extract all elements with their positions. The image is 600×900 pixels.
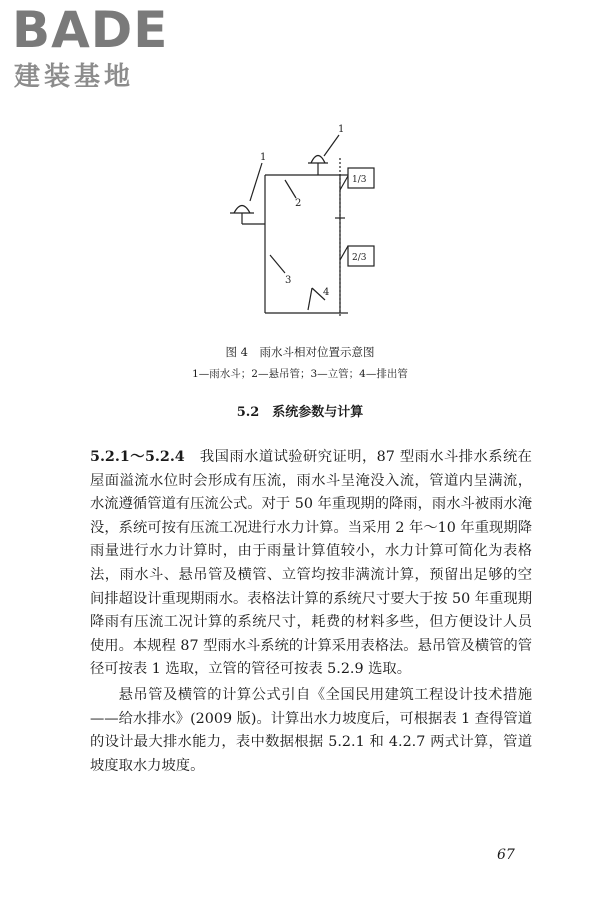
label-top-hopper: 1 <box>338 124 345 135</box>
logo-subtitle: 建装基地 <box>14 62 135 92</box>
paragraph-2: 悬吊管及横管的计算公式引自《全国民用建筑工程设计技术措施——给水排水》(2009 版)。计算出水力坡度后，可根据表 1 查得管道的设计最大排水能力，表中数据根据 5.2.1 和 4.2.7 两式计算，管道坡度取水力坡度。 <box>90 686 532 774</box>
label-outlet-pipe: 4 <box>323 287 330 298</box>
label-vertical-pipe: 3 <box>285 275 292 286</box>
logo-wordmark: BADE <box>12 1 169 59</box>
page-number: 67 <box>497 847 515 863</box>
body-text <box>90 446 532 778</box>
diagram-svg <box>220 118 400 333</box>
label-left-hopper: 1 <box>260 152 267 163</box>
top-hopper-icon <box>311 156 325 164</box>
figure-title: 图 4 雨水斗相对位置示意图 <box>225 345 375 359</box>
paragraph-1 <box>90 446 532 682</box>
figure-caption: 1—雨水斗；2—悬吊管；3—立管；4—排出管 <box>192 368 408 380</box>
ratio-bottom-text: 2/3 <box>352 253 367 263</box>
left-hopper-icon <box>234 206 250 214</box>
brand-logo <box>8 2 178 94</box>
paragraph-1-text: 我国雨水道试验研究证明，87 型雨水斗排水系统在屋面溢流水位时会形成有压流，雨水斗呈淹没入流，管道内呈满流，水流遵循管道有压流公式。对于 50 年重现期的降雨，雨水斗被雨水淹没，系统可按有压流工况进行水力计算。当采用 2 年～10 年重现期降雨量进行水力计算时，由于雨量计算值较小，水力计算可简化为表格法，雨水斗、悬吊管及横管、立管均按非满流计算，预留出足够的空间排超设计重现期雨水。表格法计算的系统尺寸要大于按 50 年重现期降雨有压流工况计算的系统尺寸，耗费的材料多些，但方便设计人员使用。本规程 87 型雨水斗系统的计算采用表格法。悬吊管及横管的管径可按表 1 选取，立管的管径可按表 5.2.9 选取。 <box>90 449 532 678</box>
clause-number: 5.2.1～5.2.4 <box>90 449 185 465</box>
rain-hopper-diagram <box>220 118 400 333</box>
label-suspended-pipe: 2 <box>295 198 302 209</box>
section-heading: 5.2 系统参数与计算 <box>236 405 364 420</box>
ratio-top-text: 1/3 <box>352 175 367 185</box>
